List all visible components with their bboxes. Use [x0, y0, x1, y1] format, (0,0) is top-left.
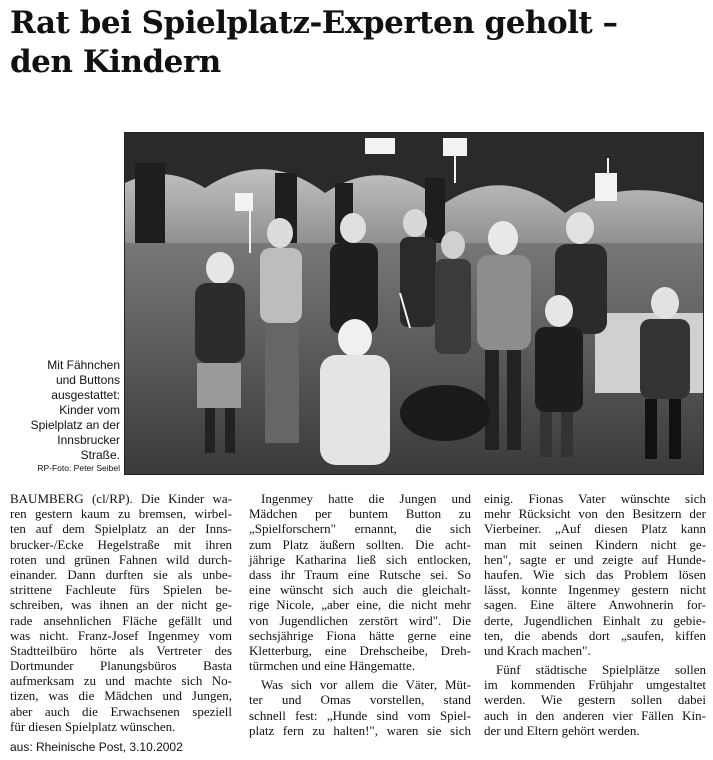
article-column-2	[249, 491, 471, 738]
headline-line-1: Rat bei Spielplatz-Experten geholt –	[10, 5, 618, 41]
text-line: und Krach machen".	[484, 642, 591, 658]
text-line: einig. Fionas Vater wünschte sich	[484, 491, 706, 506]
text-line: türmchen und eine Hängematte.	[249, 658, 416, 674]
text-line: Ingenmey hatte die Jungen und	[261, 491, 471, 506]
text-line: strittene Fachleute fürs Spielen be-	[10, 582, 232, 598]
text-line: mehr Rücksicht von den Besitzern der	[484, 506, 706, 522]
text-line: der und Eltern gehört werden.	[484, 722, 640, 738]
text-line: brucker-/Ecke Hegelstraße mit ihren	[10, 536, 232, 552]
caption-line: und Buttons	[55, 373, 120, 387]
text-line: eine wünscht sich auch die gleichalt-	[249, 582, 471, 598]
text-line: Kletterburg, eine Drehscheibe, Dreh-	[249, 642, 471, 658]
caption-line: Innsbrucker	[57, 433, 120, 447]
text-line: im kommenden Frühjahr umgestaltet	[484, 677, 706, 693]
text-line: schnell fest: „Hunde sind vom Spiel-	[249, 707, 471, 723]
text-line: Vierbeiner. „Auf diesen Platz kann	[484, 521, 706, 537]
text-line: ter und Omas vorstellen, stand	[249, 692, 471, 708]
text-line: ten, die abends dort „saufen, kiffen	[484, 627, 706, 643]
text-line: was nicht. Franz-Josef Ingenmey vom	[10, 627, 232, 643]
caption-line: Kinder vom	[59, 403, 120, 417]
text-line: platz fern zu halten!", waren sie sich	[249, 722, 471, 738]
text-line: von Jugendlichen zerstört wird". Die	[249, 612, 471, 628]
text-line: ten auf dem Spielplatz an der Inns-	[10, 521, 232, 537]
text-line: zum Platz äußern sollten. Die acht-	[249, 536, 471, 552]
text-line: Fünf städtische Spielplätze sollen	[496, 662, 706, 678]
text-line: BAUMBERG (cl/RP). Die Kinder wa-	[10, 491, 232, 506]
text-line: Dortmunder Planungsbüros Basta	[10, 658, 232, 674]
caption-line: ausgestattet:	[51, 388, 120, 402]
text-line: auch in den anderen vier Fällen Kin-	[484, 707, 706, 723]
text-line: jährige Katharina ließ sich entlocken,	[249, 551, 471, 567]
article-column-1	[10, 491, 232, 734]
text-line: werden. Wie gestern sollen dabei	[484, 692, 706, 708]
caption-line: Straße.	[80, 448, 120, 462]
text-line: einander. Dann durften sie als unbe-	[10, 566, 232, 582]
text-line: sagen. Eine ältere Anwohnerin for-	[484, 597, 706, 613]
text-line: dass ihr Traum eine Rutsche sei. So	[249, 566, 471, 582]
article-photo	[124, 132, 704, 475]
photo-caption	[10, 358, 120, 463]
headline	[10, 4, 710, 82]
text-line: für diesen Spielplatz wünschen.	[10, 718, 176, 734]
photo-of-children-with-flags-icon	[125, 133, 703, 474]
text-line: aufmerksam zu und machte sich No-	[10, 673, 232, 689]
text-line: Mädchen per buntem Button zu	[249, 506, 471, 522]
caption-line: Spielplatz an der	[30, 418, 120, 432]
text-line: roten und grünen Fahnen wild durch-	[10, 551, 232, 567]
text-line: aber auch die Erwachsenen speziell	[10, 703, 232, 719]
text-line: man mit seinen Kindern nicht ge-	[484, 536, 706, 552]
text-line: ren gestern kaum zu bremsen, wirbel-	[10, 506, 232, 522]
text-line: Stadtteilbüro hörte als Vertreter des	[10, 642, 232, 658]
source-citation: aus: Rheinische Post, 3.10.2002	[10, 740, 183, 754]
text-line: rade ansehnlichen Fläche gefällt und	[10, 612, 232, 628]
article-column-3	[484, 491, 706, 738]
text-line: rige Nicole, „aber eine, die nicht mehr	[249, 597, 471, 613]
text-line: schreiben, was ihnen an der nicht ge-	[10, 597, 232, 613]
text-line: derte, Jugendlichen Einhalt zu gebie-	[484, 612, 706, 628]
text-line: haufen. Wie sich das Problem lösen	[484, 566, 706, 582]
text-line: „Spielforschern" ernannt, die sich	[249, 521, 471, 537]
text-line: sechsjährige Fiona hätte gerne eine	[249, 627, 471, 643]
text-line: lässt, konnte Ingenmey gestern nicht	[484, 582, 706, 598]
text-line: tizen, was die Mädchen und Jungen,	[10, 688, 232, 704]
headline-line-2: den Kindern	[10, 44, 221, 80]
text-line: hen", sagte er und zeigte auf Hunde-	[484, 551, 706, 567]
photo-credit: RP-Foto: Peter Seibel	[37, 463, 120, 473]
text-line: Was sich vor allem die Väter, Müt-	[261, 677, 471, 693]
caption-line: Mit Fähnchen	[47, 358, 120, 372]
